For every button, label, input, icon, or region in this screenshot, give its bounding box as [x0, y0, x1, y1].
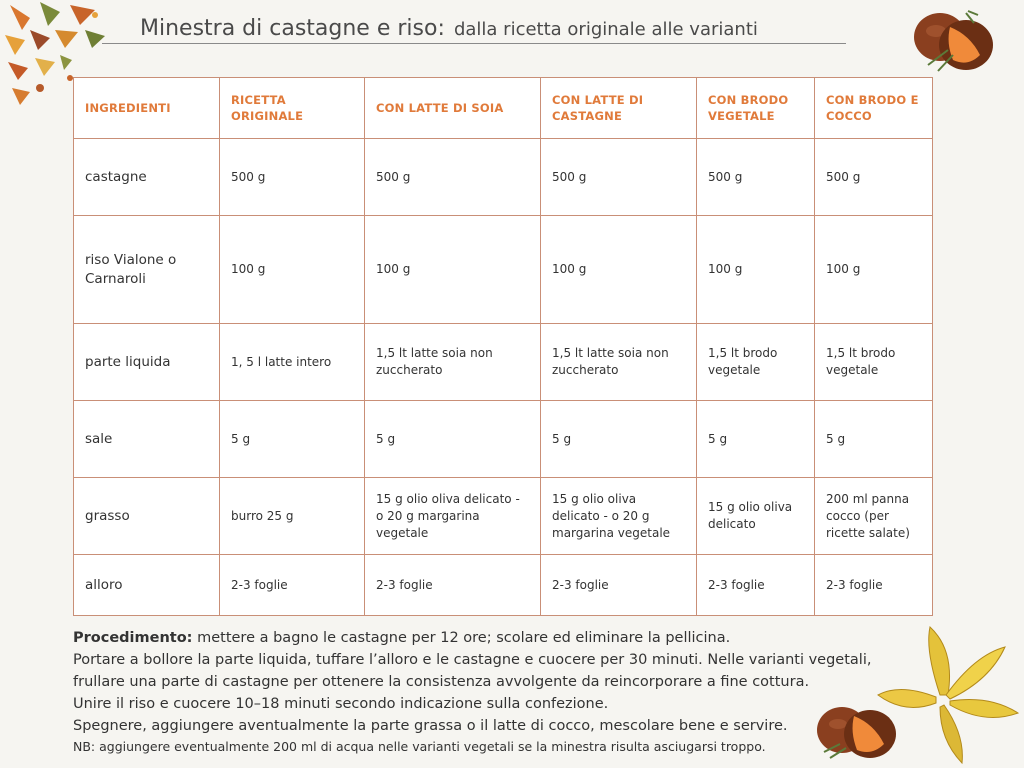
procedure-note: NB: aggiungere eventualmente 200 ml di acqua nelle varianti vegetali se la minestra risulta asciugarsi troppo. — [73, 739, 766, 754]
table-cell: 2-3 foglie — [815, 555, 933, 616]
table-cell: 500 g — [365, 139, 541, 216]
table-cell: 1,5 lt latte soia non zuccherato — [541, 324, 697, 401]
ingredient-cell: sale — [74, 401, 220, 478]
ingredient-cell: castagne — [74, 139, 220, 216]
page-title — [140, 16, 758, 41]
table-cell: 2-3 foglie — [541, 555, 697, 616]
column-header: INGREDIENTI — [74, 78, 220, 139]
title-main: Minestra di castagne e riso: — [140, 16, 445, 41]
table-row — [74, 555, 933, 616]
table-cell: 1,5 lt latte soia non zuccherato — [365, 324, 541, 401]
ingredient-cell: grasso — [74, 478, 220, 555]
table-cell: 100 g — [365, 216, 541, 324]
table-cell: burro 25 g — [220, 478, 365, 555]
procedure-label: Procedimento: — [73, 630, 193, 646]
procedure-line: Spegnere, aggiungere aventualmente la parte grassa o il latte di cocco, mescolare bene e servire. — [73, 718, 788, 734]
table-cell: 5 g — [697, 401, 815, 478]
column-header: CON LATTE DI SOIA — [365, 78, 541, 139]
procedure-text — [73, 627, 903, 756]
table-cell: 15 g olio oliva delicato - o 20 g margarina vegetale — [541, 478, 697, 555]
table-cell: 200 ml panna cocco (per ricette salate) — [815, 478, 933, 555]
procedure-line: Portare a bollore la parte liquida, tuffare l’alloro e le castagne e cuocere per 30 minuti. Nelle varianti vegetali, — [73, 652, 872, 668]
procedure-line: frullare una parte di castagne per ottenere la consistenza avvolgente da reincorporare a fine cottura. — [73, 674, 810, 690]
table-row — [74, 478, 933, 555]
ingredient-cell: riso Vialone o Carnaroli — [74, 216, 220, 324]
table-cell: 2-3 foglie — [365, 555, 541, 616]
procedure-line — [73, 627, 903, 649]
table-cell: 1,5 lt brodo vegetale — [697, 324, 815, 401]
column-header: CON BRODO VEGETALE — [697, 78, 815, 139]
table-cell: 100 g — [697, 216, 815, 324]
table-row — [74, 139, 933, 216]
table-cell: 15 g olio oliva delicato - o 20 g margarina vegetale — [365, 478, 541, 555]
table-row — [74, 401, 933, 478]
procedure-step: mettere a bagno le castagne per 12 ore; scolare ed eliminare la pellicina. — [192, 630, 731, 646]
column-header: CON BRODO E COCCO — [815, 78, 933, 139]
table-cell: 500 g — [541, 139, 697, 216]
table-cell: 15 g olio oliva delicato — [697, 478, 815, 555]
procedure-line: Unire il riso e cuocere 10–18 minuti secondo indicazione sulla confezione. — [73, 696, 609, 712]
ingredient-cell: alloro — [74, 555, 220, 616]
ingredient-cell: parte liquida — [74, 324, 220, 401]
column-header: RICETTA ORIGINALE — [220, 78, 365, 139]
table-cell: 100 g — [815, 216, 933, 324]
table-cell: 5 g — [815, 401, 933, 478]
table-cell: 500 g — [220, 139, 365, 216]
table-cell: 2-3 foglie — [220, 555, 365, 616]
column-header: CON LATTE DI CASTAGNE — [541, 78, 697, 139]
table-cell: 100 g — [541, 216, 697, 324]
title-sub: dalla ricetta originale alle varianti — [453, 19, 758, 40]
table-cell: 500 g — [815, 139, 933, 216]
table-cell: 1,5 lt brodo vegetale — [815, 324, 933, 401]
table-cell: 1, 5 l latte intero — [220, 324, 365, 401]
table-header-row — [74, 78, 933, 139]
table-cell: 500 g — [697, 139, 815, 216]
recipe-table — [73, 77, 933, 616]
table-cell: 5 g — [220, 401, 365, 478]
table-row — [74, 216, 933, 324]
title-underline — [102, 43, 846, 44]
table-cell: 5 g — [541, 401, 697, 478]
table-cell: 2-3 foglie — [697, 555, 815, 616]
chestnut-icon — [908, 5, 998, 75]
table-row — [74, 324, 933, 401]
table-cell: 100 g — [220, 216, 365, 324]
chestnut-icon — [812, 700, 907, 762]
table-cell: 5 g — [365, 401, 541, 478]
